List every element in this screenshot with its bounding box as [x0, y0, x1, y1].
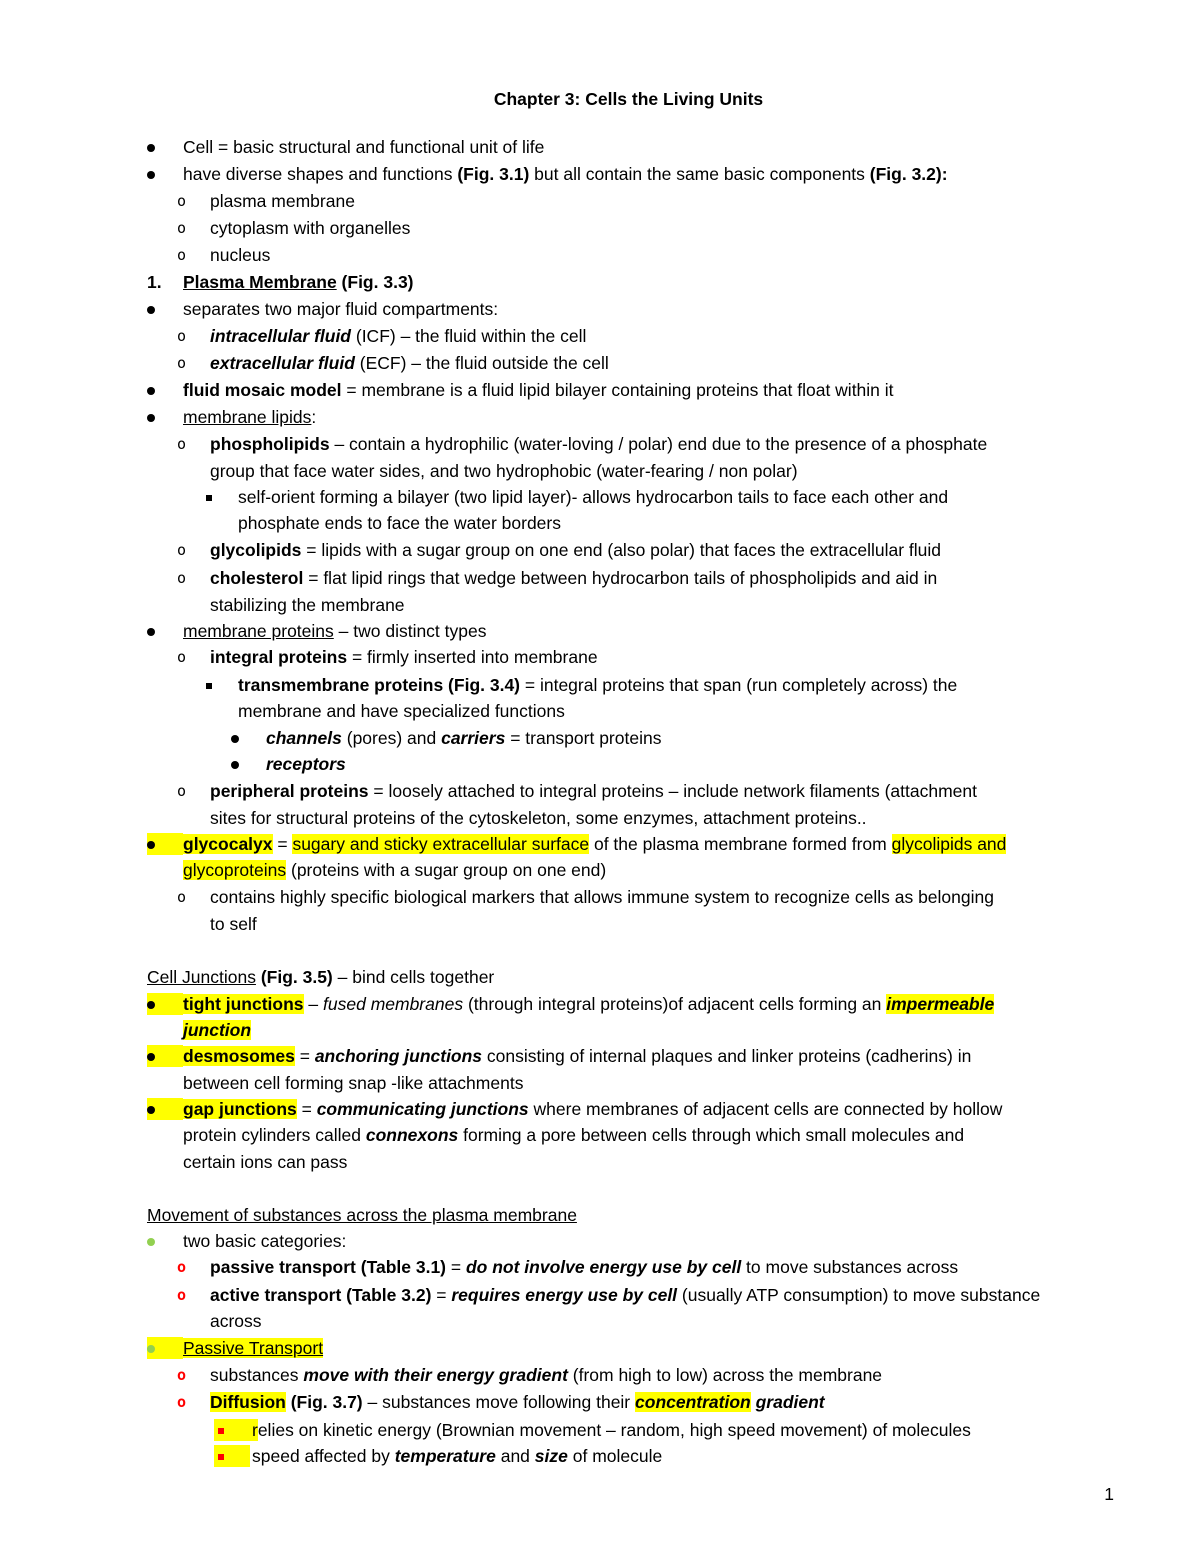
text-line: nucleus [210, 245, 271, 265]
circle-bullet: o [177, 354, 187, 372]
text-line: intracellular fluid (ICF) – the fluid within the cell [210, 326, 587, 346]
text-line: extracellular fluid (ECF) – the fluid outside the cell [210, 353, 609, 373]
page-title: Chapter 3: Cells the Living Units [493, 89, 764, 109]
text-line: Cell = basic structural and functional unit of life [183, 137, 545, 157]
text-line: junction [183, 1020, 252, 1040]
bullet [231, 727, 239, 749]
text-line: plasma membrane [210, 191, 355, 211]
text-line: Diffusion (Fig. 3.7) – substances move following their concentration gradient [210, 1392, 825, 1412]
text-line: phospholipids – contain a hydrophilic (water-loving / polar) end due to the presence of a phosphate [210, 434, 988, 454]
bullet [147, 298, 155, 320]
text-line: desmosomes = anchoring junctions consisting of internal plaques and linker proteins (cadherins) in [183, 1046, 972, 1066]
text-line: two basic categories: [183, 1231, 347, 1251]
circle-bullet: o [177, 541, 187, 559]
circle-bullet: o [177, 435, 187, 453]
text-line: substances move with their energy gradient (from high to low) across the membrane [210, 1365, 883, 1385]
bullet [147, 620, 155, 642]
circle-bullet: o [177, 246, 187, 264]
bullet [147, 1337, 183, 1359]
square-bullet [206, 486, 212, 508]
circle-bullet: o [177, 327, 187, 345]
text-line: relies on kinetic energy (Brownian movement – random, high speed movement) of molecules [252, 1420, 971, 1440]
circle-bullet: o [177, 648, 187, 666]
section-number: 1. [147, 272, 162, 292]
text-line: transmembrane proteins (Fig. 3.4) = integral proteins that span (run completely across) the [238, 675, 958, 695]
text-line: certain ions can pass [183, 1152, 348, 1172]
text-line: glycolipids = lipids with a sugar group on one end (also polar) that faces the extracellular fluid [210, 540, 942, 560]
bullet [147, 1230, 155, 1252]
text-line: group that face water sides, and two hydrophobic (water-fearing / non polar) [210, 461, 798, 481]
text-line: stabilizing the membrane [210, 595, 405, 615]
text-line: phosphate ends to face the water borders [238, 513, 561, 533]
bullet [147, 993, 183, 1015]
text-line: tight junctions – fused membranes (through integral proteins)of adjacent cells forming an impermeable [183, 994, 995, 1014]
circle-bullet: o [177, 782, 187, 800]
text-line: fluid mosaic model = membrane is a fluid lipid bilayer containing proteins that float within it [183, 380, 894, 400]
text-line: peripheral proteins = loosely attached to integral proteins – include network filaments (attachment [210, 781, 977, 801]
text-line: membrane and have specialized functions [238, 701, 565, 721]
page-number: 1 [1104, 1484, 1114, 1504]
circle-bullet: o [177, 888, 187, 906]
text-line: across [210, 1311, 262, 1331]
bullet [147, 1045, 183, 1067]
bullet [147, 406, 155, 428]
text-line: between cell forming snap -like attachments [183, 1073, 524, 1093]
text-line: glycoproteins (proteins with a sugar group on one end) [183, 860, 607, 880]
circle-bullet: o [177, 1366, 187, 1384]
bullet [147, 136, 155, 158]
text-line: speed affected by temperature and size of molecule [252, 1446, 663, 1466]
text-line: integral proteins = firmly inserted into membrane [210, 647, 598, 667]
bullet [147, 163, 155, 185]
text-line: receptors [266, 754, 346, 774]
text-line: have diverse shapes and functions (Fig. 3.1) but all contain the same basic components (Fig. 3.2): [183, 164, 948, 184]
text-line: active transport (Table 3.2) = requires energy use by cell (usually ATP consumption) to move substance [210, 1285, 1041, 1305]
section-heading: Cell Junctions (Fig. 3.5) – bind cells together [147, 967, 495, 987]
text-line: to self [210, 914, 257, 934]
circle-bullet: o [177, 569, 187, 587]
text-line: membrane lipids: [183, 407, 317, 427]
text-line: cytoplasm with organelles [210, 218, 411, 238]
circle-bullet: o [177, 219, 187, 237]
square-bullet [206, 674, 212, 696]
text-line: Passive Transport [183, 1338, 324, 1358]
text-line: gap junctions = communicating junctions where membranes of adjacent cells are connected by hollow [183, 1099, 1003, 1119]
circle-bullet: o [177, 1286, 187, 1304]
text-line: separates two major fluid compartments: [183, 299, 499, 319]
bullet [147, 833, 183, 855]
text-line: passive transport (Table 3.1) = do not involve energy use by cell to move substances across [210, 1257, 959, 1277]
text-line: glycocalyx = sugary and sticky extracellular surface of the plasma membrane formed from glycolipids and [183, 834, 1007, 854]
circle-bullet: o [177, 192, 187, 210]
square-bullet [214, 1445, 250, 1467]
circle-bullet: o [177, 1393, 187, 1411]
bullet [231, 753, 239, 775]
text-line: channels (pores) and carriers = transport proteins [266, 728, 662, 748]
text-line: contains highly specific biological markers that allows immune system to recognize cells as belonging [210, 887, 994, 907]
circle-bullet: o [177, 1258, 187, 1276]
bullet [147, 379, 155, 401]
text-line: sites for structural proteins of the cytoskeleton, some enzymes, attachment proteins.. [210, 808, 867, 828]
section-heading: Movement of substances across the plasma membrane [147, 1205, 577, 1225]
text-line: self-orient forming a bilayer (two lipid layer)- allows hydrocarbon tails to face each other and [238, 487, 949, 507]
text-line: cholesterol = flat lipid rings that wedge between hydrocarbon tails of phospholipids and aid in [210, 568, 938, 588]
text-line: protein cylinders called connexons forming a pore between cells through which small molecules and [183, 1125, 965, 1145]
bullet [147, 1098, 183, 1120]
section-heading: Plasma Membrane (Fig. 3.3) [183, 272, 414, 292]
text-line: membrane proteins – two distinct types [183, 621, 487, 641]
